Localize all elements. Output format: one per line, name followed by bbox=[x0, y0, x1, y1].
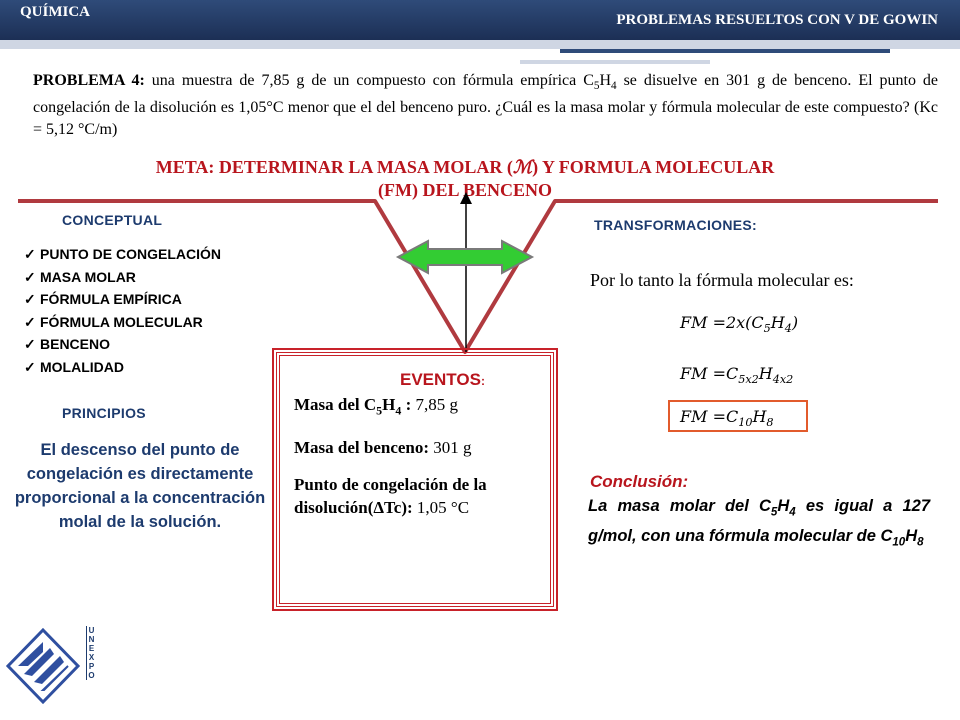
principles-title: PRINCIPIOS bbox=[62, 405, 146, 421]
event-item: Masa del benceno: 301 g bbox=[294, 438, 472, 458]
formula-intro: Por lo tanto la fórmula molecular es: bbox=[590, 270, 854, 290]
unexpo-logo-icon bbox=[6, 628, 80, 704]
checkmark-icon: ✓ bbox=[24, 358, 36, 375]
problem-statement: PROBLEMA 4: una muestra de 7,85 g de un compuesto con fórmula empírica $C_5H_4$ se disuelve en 301 g de benceno. El punto de congelación de la disolución es 1,05°C menor que el del benceno puro. ¿Cuál es la masa molar y fórmula molecular de este compuesto? (Kc = 5,12 °C/m) bbox=[33, 72, 939, 139]
header-stripe bbox=[0, 40, 960, 49]
formula-step-1: FM $=2x(C_5H_4)$ bbox=[680, 313, 799, 336]
checkmark-icon: ✓ bbox=[24, 313, 36, 330]
list-item: ✓ BENCENO bbox=[24, 333, 221, 356]
checkmark-icon: ✓ bbox=[24, 291, 36, 307]
principle-text: El descenso del punto de congelación es directamente proporcional a la concentración molal de la solución. bbox=[14, 441, 266, 531]
list-item: ✓ FÓRMULA EMPÍRICA bbox=[24, 288, 221, 311]
event-item: Punto de congelación de la disolución(ΔTc): 1,05 °C bbox=[294, 475, 487, 518]
events-body bbox=[294, 393, 546, 533]
conceptual-title: CONCEPTUAL bbox=[62, 212, 163, 228]
list-item: ✓ MASA MOLAR bbox=[24, 266, 221, 289]
molar-mass-symbol: ℳ bbox=[512, 157, 533, 177]
goal-heading: META: DETERMINAR LA MASA MOLAR (ℳ) Y FORMULA MOLECULAR (FM) DEL BENCENO bbox=[155, 157, 775, 200]
problem-label: PROBLEMA 4: bbox=[33, 72, 145, 89]
formula-step-2: FM $=C_{5x2}H_{4x2}$ bbox=[680, 364, 794, 387]
conclusion-text: La masa molar del $C_5H_4$ es igual a 127 g/mol, con una fórmula molecular de $C_{10}H_8$ bbox=[588, 497, 930, 549]
checkmark-icon: ✓ bbox=[24, 246, 36, 262]
unexpo-text: UNEXPO bbox=[87, 626, 96, 680]
series-title: PROBLEMAS RESUELTOS CON V DE GOWIN bbox=[616, 12, 938, 28]
formula-result: FM $=C_{10}H_8$ bbox=[680, 407, 774, 430]
header-accent-line bbox=[560, 49, 890, 53]
concept-list bbox=[24, 243, 221, 378]
checkmark-icon: ✓ bbox=[24, 268, 36, 285]
list-item: ✓ PUNTO DE CONGELACIÓN bbox=[24, 243, 221, 266]
conclusion-title: Conclusión: bbox=[590, 472, 689, 491]
subject-title: QUÍMICA bbox=[20, 4, 90, 20]
events-title: EVENTOS: bbox=[400, 370, 485, 389]
checkmark-icon: ✓ bbox=[24, 336, 36, 352]
header-accent-line-light bbox=[520, 60, 710, 64]
event-item: Masa del $C_5H_4$ : 7,85 g bbox=[294, 395, 458, 418]
transformations-title: TRANSFORMACIONES: bbox=[594, 217, 757, 233]
double-arrow-green bbox=[398, 241, 532, 273]
list-item: ✓ MOLALIDAD bbox=[24, 356, 221, 379]
list-item: ✓ FÓRMULA MOLECULAR bbox=[24, 311, 221, 334]
